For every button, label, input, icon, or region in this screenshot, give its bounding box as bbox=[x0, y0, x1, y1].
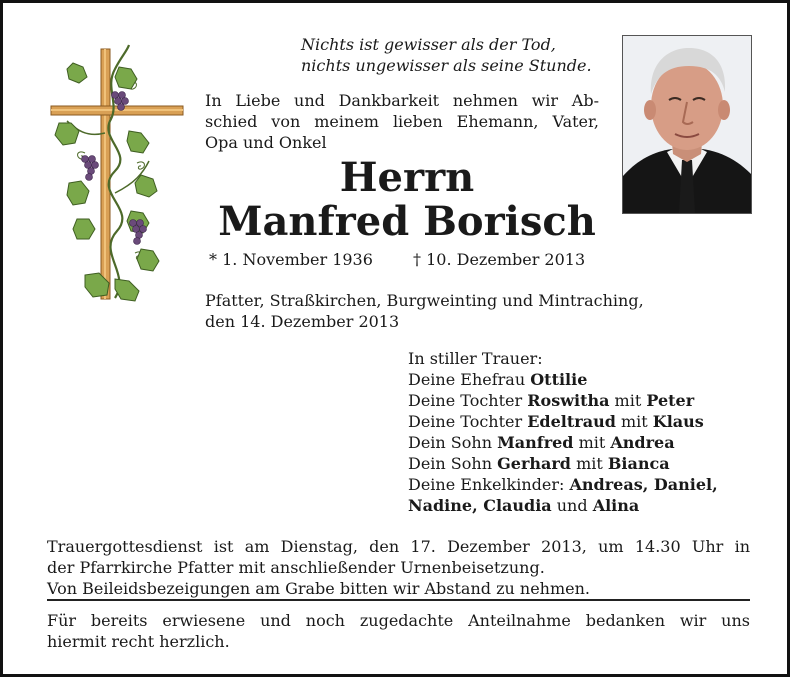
mourner-name: Peter bbox=[646, 391, 695, 410]
mourner-name: Gerhard bbox=[497, 454, 571, 473]
mourner-relation: Deine Enkelkinder: bbox=[408, 475, 570, 494]
mourner-name: Andrea bbox=[610, 433, 675, 452]
service-line: Trauergottesdienst ist am Dienstag, den 17. Dezember 2013, um 14.30 Uhr in bbox=[47, 537, 750, 556]
mourner-relation: mit bbox=[573, 433, 611, 452]
mourner-relation: Deine Tochter bbox=[408, 391, 528, 410]
mourner-name: Alina bbox=[592, 496, 640, 515]
mourner-name: Roswitha bbox=[527, 391, 610, 410]
mourner-row bbox=[408, 474, 718, 495]
intro-text bbox=[205, 90, 599, 153]
intro-line: schied von meinem lieben Ehemann, Vater, bbox=[205, 112, 599, 131]
death-date: † 10. Dezember 2013 bbox=[413, 250, 586, 269]
birth-date: * 1. November 1936 bbox=[209, 250, 373, 269]
mourner-row bbox=[408, 495, 718, 516]
thanks-line: Für bereits erwiesene und noch zugedachte Anteilnahme bedanken wir uns bbox=[47, 611, 750, 630]
motto-line: nichts ungewisser als seine Stunde. bbox=[301, 56, 592, 75]
mourner-name: Andreas, Daniel, bbox=[569, 475, 718, 494]
motto-quote bbox=[301, 34, 601, 76]
mourner-relation: Deine Tochter bbox=[408, 412, 528, 431]
thanks-text bbox=[47, 610, 750, 652]
service-info bbox=[47, 536, 750, 599]
mourner-name: Nadine, Claudia bbox=[408, 496, 552, 515]
mourner-relation: Dein Sohn bbox=[408, 433, 498, 452]
place-line: den 14. Dezember 2013 bbox=[205, 312, 400, 331]
mourner-name: Klaus bbox=[652, 412, 704, 431]
mourner-relation: Deine Ehefrau bbox=[408, 370, 531, 389]
cross-with-vine-icon bbox=[45, 43, 193, 305]
portrait-icon bbox=[623, 36, 751, 213]
mourner-name: Edeltraud bbox=[527, 412, 616, 431]
mourners-list bbox=[408, 348, 718, 516]
place-and-date bbox=[205, 290, 644, 332]
intro-line: Opa und Onkel bbox=[205, 133, 327, 152]
portrait-photo bbox=[622, 35, 752, 214]
mourner-relation: mit bbox=[570, 454, 608, 473]
mourner-name: Bianca bbox=[607, 454, 670, 473]
mourner-name: Ottilie bbox=[530, 370, 588, 389]
thanks-line: hiermit recht herzlich. bbox=[47, 632, 230, 651]
deceased-name: Manfred Borisch bbox=[218, 198, 596, 245]
mourner-relation: mit bbox=[615, 412, 653, 431]
service-line: der Pfarrkirche Pfatter mit anschließender Urnenbeisetzung. bbox=[47, 558, 545, 577]
place-line: Pfatter, Straßkirchen, Burgweinting und Mintraching, bbox=[205, 291, 644, 310]
mourner-relation: mit bbox=[609, 391, 647, 410]
mourner-relation: und bbox=[551, 496, 593, 515]
mourner-row bbox=[408, 453, 718, 474]
motto-line: Nichts ist gewisser als der Tod, bbox=[301, 35, 556, 54]
mourners-heading: In stiller Trauer: bbox=[408, 349, 543, 368]
mourner-row bbox=[408, 369, 718, 390]
divider-rule bbox=[47, 599, 750, 601]
intro-line: In Liebe und Dankbarkeit nehmen wir Ab- bbox=[205, 91, 599, 110]
service-line: Von Beileidsbezeigungen am Grabe bitten wir Abstand zu nehmen. bbox=[47, 579, 591, 598]
mourner-name: Manfred bbox=[497, 433, 574, 452]
mourner-row bbox=[408, 411, 718, 432]
salutation-heading: Herrn bbox=[339, 154, 475, 201]
mourner-relation: Dein Sohn bbox=[408, 454, 498, 473]
mourner-row bbox=[408, 432, 718, 453]
mourner-row bbox=[408, 390, 718, 411]
